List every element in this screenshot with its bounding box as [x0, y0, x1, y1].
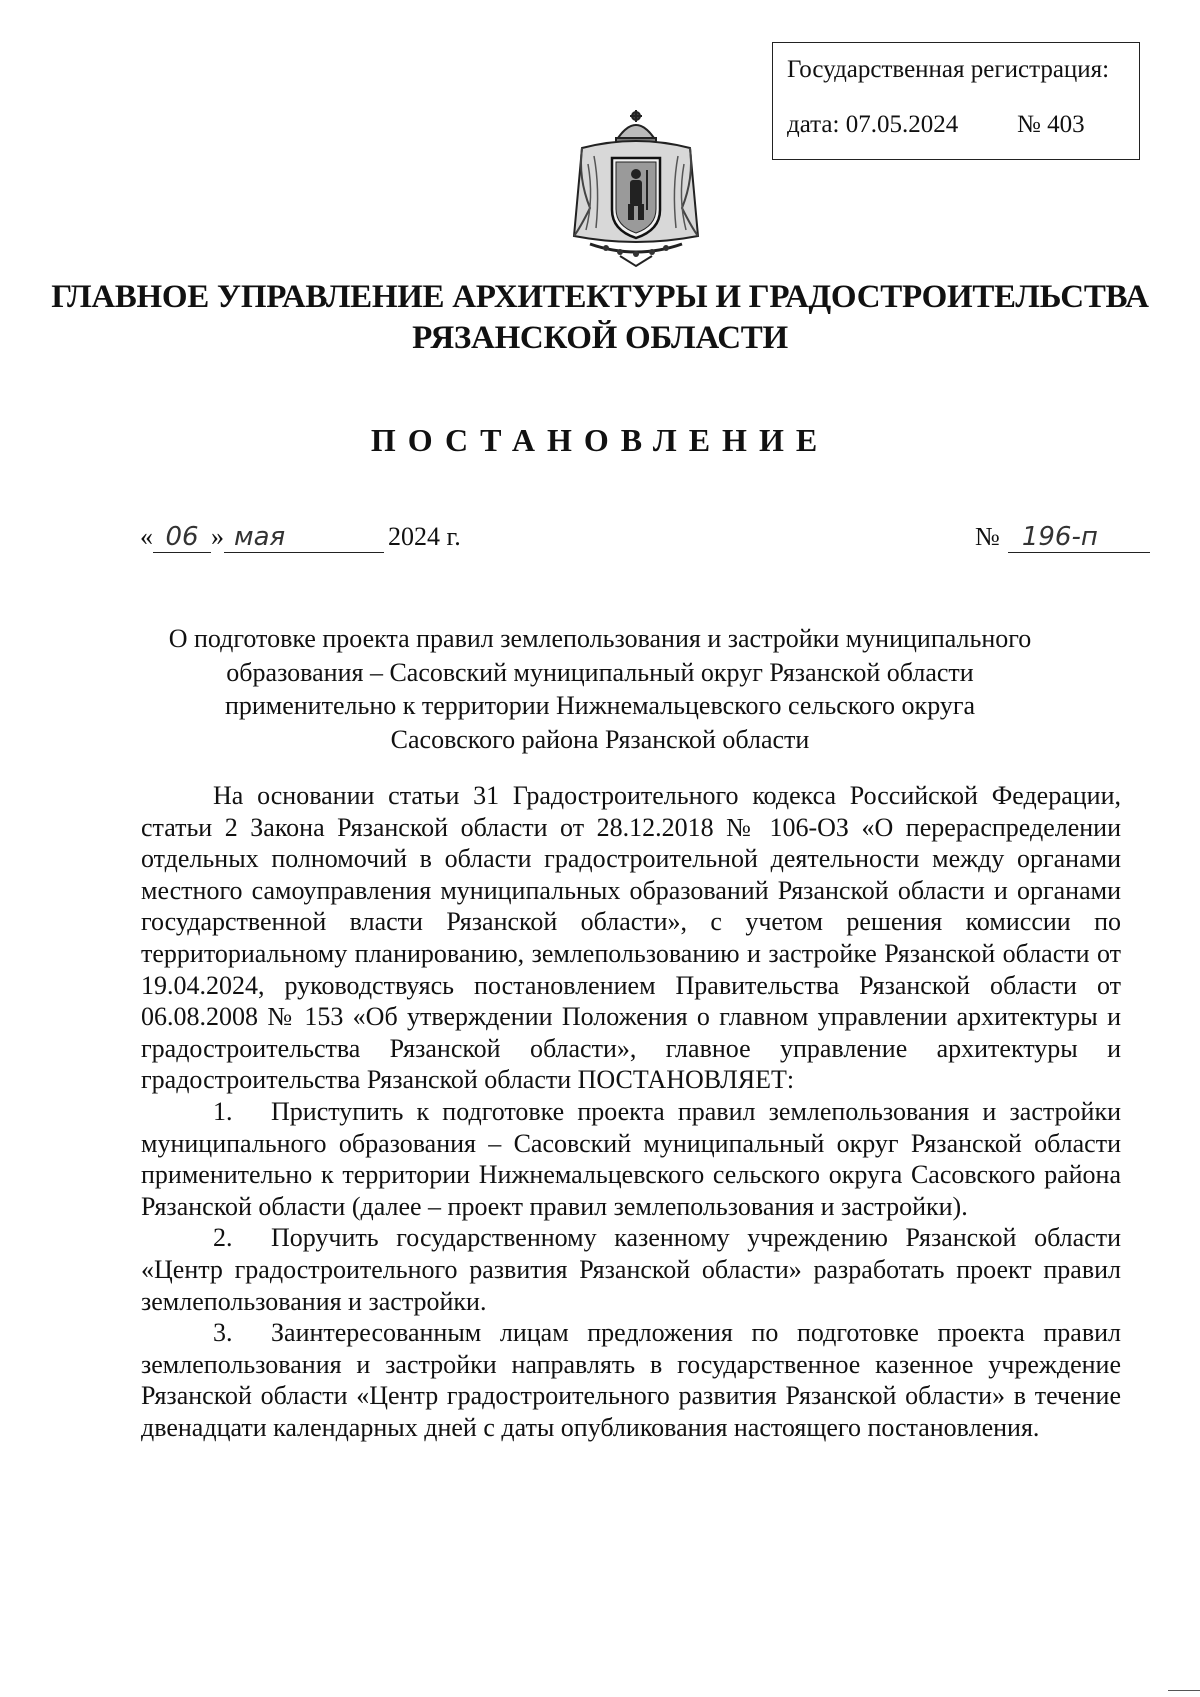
org-title-line2: РЯЗАНСКОЙ ОБЛАСТИ: [412, 320, 788, 356]
date-month-field: [224, 522, 384, 553]
item-number: 1.: [213, 1096, 233, 1126]
date-open-quote: «: [140, 522, 153, 551]
decree-body: [141, 780, 1121, 1443]
item-text: Поручить государственному казенному учреждению Рязанской области «Центр градостроительного развития Рязанской области» разработать проект правил землепользования и застройки.: [141, 1223, 1121, 1316]
registration-row: [787, 112, 1139, 137]
decree-item: [141, 1222, 1121, 1317]
item-number: 3.: [213, 1318, 233, 1348]
number-value: 196-п: [1021, 522, 1098, 552]
org-title-line1: ГЛАВНОЕ УПРАВЛЕНИЕ АРХИТЕКТУРЫ И ГРАДОСТРОИТЕЛЬСТВА: [51, 279, 1149, 315]
organization-title: [0, 277, 1200, 359]
date-day: 06: [165, 522, 199, 552]
item-text: Заинтересованным лицам предложения по подготовке проекта правил землепользования и застройки направлять в государственное казенное учреждение Рязанской области «Центр градостроительного развития Рязанской области» в течение двенадцати календарных дней с даты опубликования настоящего постановления.: [141, 1318, 1121, 1442]
corner-mark: [1168, 1690, 1200, 1691]
decree-number: [975, 522, 1150, 553]
item-number: 2.: [213, 1223, 233, 1253]
date-month: мая: [234, 522, 286, 552]
decree-date: [140, 522, 461, 553]
decree-item: [141, 1096, 1121, 1222]
date-day-field: [153, 522, 211, 553]
registration-title: Государственная регистрация:: [787, 56, 1110, 83]
item-text: Приступить к подготовке проекта правил землепользования и застройки муниципального образования – Сасовский муниципальный округ Рязанской области применительно к территории Нижнемальцевского сельского округа Сасовского района Рязанской области (далее – проект правил землепользования и застройки).: [141, 1096, 1121, 1221]
date-close-quote: »: [211, 522, 224, 551]
number-label: №: [975, 522, 1000, 551]
registration-stamp: [772, 42, 1140, 160]
document-type: ПОСТАНОВЛЕНИЕ: [370, 422, 830, 458]
subject-line: Сасовского района Рязанской области: [390, 724, 810, 754]
preamble-paragraph: На основании статьи 31 Градостроительного кодекса Российской Федерации, статьи 2 Закона Рязанской области от 28.12.2018 № 106-ОЗ «О перераспределении отдельных полномочий в области градостроительной деятельности между органами местного самоуправления муниципальных образований Рязанской области и органами государственной власти Рязанской области», с учетом решения комиссии по территориальному планированию, землепользованию и застройке Рязанской области от 19.04.2024, руководствуясь постановлением Правительства Рязанской области от 06.08.2008 № 153 «Об утверждении Положения о главном управлении архитектуры и градостроительства Рязанской области», главное управление архитектуры и градостроительства Рязанской области ПОСТАНОВЛЯЕТ:: [141, 781, 1121, 1095]
registration-number: № 403: [1017, 111, 1085, 138]
decree-item: [141, 1317, 1121, 1443]
number-field: [1008, 522, 1150, 553]
subject-line: образования – Сасовский муниципальный округ Рязанской области: [226, 657, 974, 687]
subject-line: применительно к территории Нижнемальцевского сельского округа: [224, 691, 976, 720]
subject-line: О подготовке проекта правил землепользования и застройки муниципального: [168, 624, 1032, 653]
ryazan-coat-of-arms-icon: [560, 108, 712, 268]
date-year: 2024 г.: [388, 522, 461, 551]
decree-subject: [0, 622, 1200, 756]
registration-date: дата: 07.05.2024: [787, 111, 959, 138]
